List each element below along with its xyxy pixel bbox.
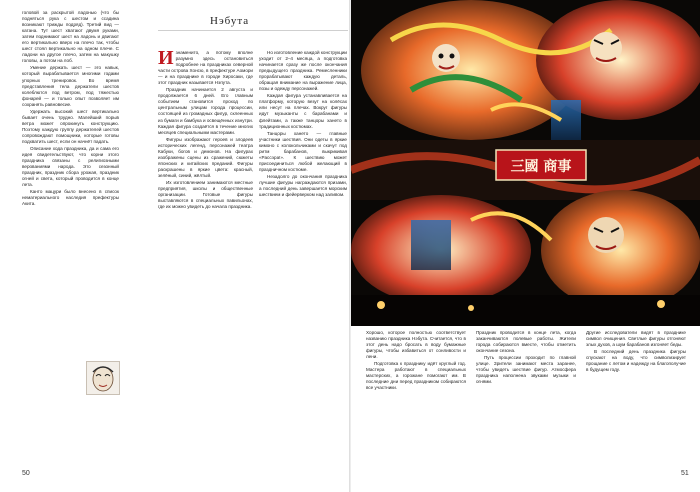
- right-column-1: [366, 330, 466, 460]
- mask-illustration: [86, 361, 120, 395]
- nebuta-photo-graphic: [351, 0, 700, 326]
- paragraph: Каждая фигура устанавливается на платформу, которую везут на колёсах или несут на плечах. Вокруг фигуры идут музыканты с барабанами и флейтами, а также танцоры хането в традиционных костюмах.: [259, 93, 347, 129]
- mask-icon: [87, 362, 119, 394]
- paragraph: Фигуры изображают героев и злодеев исторических легенд, персонажей театра Кабуки, богов и демонов. На фигурах изображены сцены из сражений, сюжеты японских и китайских преданий. Фигуры раскрашены в яркие цвета: красный, зелёный, синий, жёлтый.: [158, 136, 253, 178]
- section-title: Нэбута: [210, 15, 250, 27]
- paragraph: Путь процессии проходит по главной улице. Зрители занимают места заранее, чтобы увидеть шествие фигур. Атмосфера праздника наполнена звуками музыки и огнями.: [476, 355, 576, 385]
- paragraph: Их изготовлением занимаются местные предприятия, школы и общественные организации. Готовые фигуры выставляются в специальных павильонах, где их можно увидеть до начала праздника.: [158, 179, 253, 210]
- paragraph: [158, 50, 253, 86]
- paragraph: Танцоры хането — главные участники шествия. Они одеты в яркие кимоно с колокольчиками и скачут под ритм барабанов, выкрикивая «Рассэра!». К шествию может присоединиться любой желающий в праздничном костюме.: [259, 130, 347, 172]
- paragraph-text: знаменито, а потому вполне разумно здесь остановиться подробнее на праздниках северной части острова Хонсю, в префектуре Аомори — и на празднике в городе Хиросаки, где этот праздник называется Нэпута.: [158, 50, 253, 86]
- left-column-2: [158, 50, 253, 464]
- paragraph: Умение держать шест — это навык, который вырабатывается многими годами упорных тренировок. Во время представления тела держатели шестов колеблются под ветром, под тяжестью фонарей — и только опыт позволяет им сохранять равновесие.: [22, 65, 119, 107]
- paragraph: Праздник проводится в конце лета, когда заканчиваются полевые работы. Жители города собираются вместе, чтобы отметить окончание сезона.: [476, 330, 576, 354]
- page-number-left: 50: [22, 470, 30, 477]
- right-column-3: [586, 330, 686, 460]
- left-column-1: [22, 10, 119, 472]
- left-column-3: [259, 50, 347, 464]
- paragraph: Удержать высокий шест вертикально бывает очень трудно. Малейший порыв ветра может опрокинуть конструкцию. Поэтому каждую группу держателей шестов сопровождают помощники, которые готовы подхватить шест, если он начнёт падать.: [22, 108, 119, 144]
- page-number-right: 51: [681, 470, 689, 477]
- festival-sign-text: 三國 商事: [510, 159, 572, 175]
- title-rule: [158, 30, 348, 31]
- paragraph: Но изготовление каждой конструкции уходит от 2–4 месяца, а подготовка начинается сразу же после окончания предыдущего праздника. Ремесленники прорабатывают каждую деталь, обращая внимание на выражение лица, позы и одежду персонажей.: [259, 50, 347, 92]
- paragraph: В последний день праздника фигуры спускают на воду, что символизирует прощание с летом и надежду на благополучие в будущем году.: [586, 349, 686, 373]
- paragraph: Другие исследователи видят в празднике символ очищения. Светлые фигуры отгоняют злых духов, а шум барабанов изгоняет беды.: [586, 330, 686, 348]
- paragraph: Хорошо, которое полностью соответствует названию праздника Нэбута. Считается, что в этот день надо бросать в воду бумажные фигуры, чтобы избавиться от сонливости и лени.: [366, 330, 466, 360]
- right-column-2: [476, 330, 576, 460]
- paragraph: Подготовка к празднику идёт круглый год. Мастера работают в специальных мастерских, а горожане помогают им. В последние дни перед праздником собираются все участники.: [366, 361, 466, 391]
- paragraph: Незадолго до окончания праздника лучшие фигуры награждаются призами, а последний день завершается морским шествием и фейерверком над заливом.: [259, 173, 347, 198]
- festival-photo: [351, 0, 700, 326]
- drop-cap: И: [158, 50, 174, 69]
- paragraph: Описание хода праздника, да и сама его идея свидетельствуют, что корни этого праздника связаны с религиозными верованиями народа. Это сезонный праздник, праздник сбора урожая, праздник огней и света, который проводится в конце лета.: [22, 146, 119, 188]
- paragraph: головой за раскрытой ладонью (что бы подняться рука с шестом и ссадина возникают трижды подряд). Третий вид — катана. Тут шест хватают двумя руками, затем поднимают шест на ладонь и двигают его вертикально вверх на плечо так, чтобы шест стоял вертикально на одном плече. С ладони на другое плечо, затем на макушку головы, а потом на лоб.: [22, 10, 119, 64]
- paragraph: Праздник начинается 2 августа и продолжается 6 дней. Его главным событием становится проход по центральным улицам города процессии, состоящей из громадных фигур, склеенных из бумаги и бамбука и освещённых изнутри. Каждая фигура создаётся в течение многих месяцев специальными мастерами.: [158, 87, 253, 135]
- paragraph: Канто мацури было внесено в список нематериального наследия префектуры Акита.: [22, 189, 119, 207]
